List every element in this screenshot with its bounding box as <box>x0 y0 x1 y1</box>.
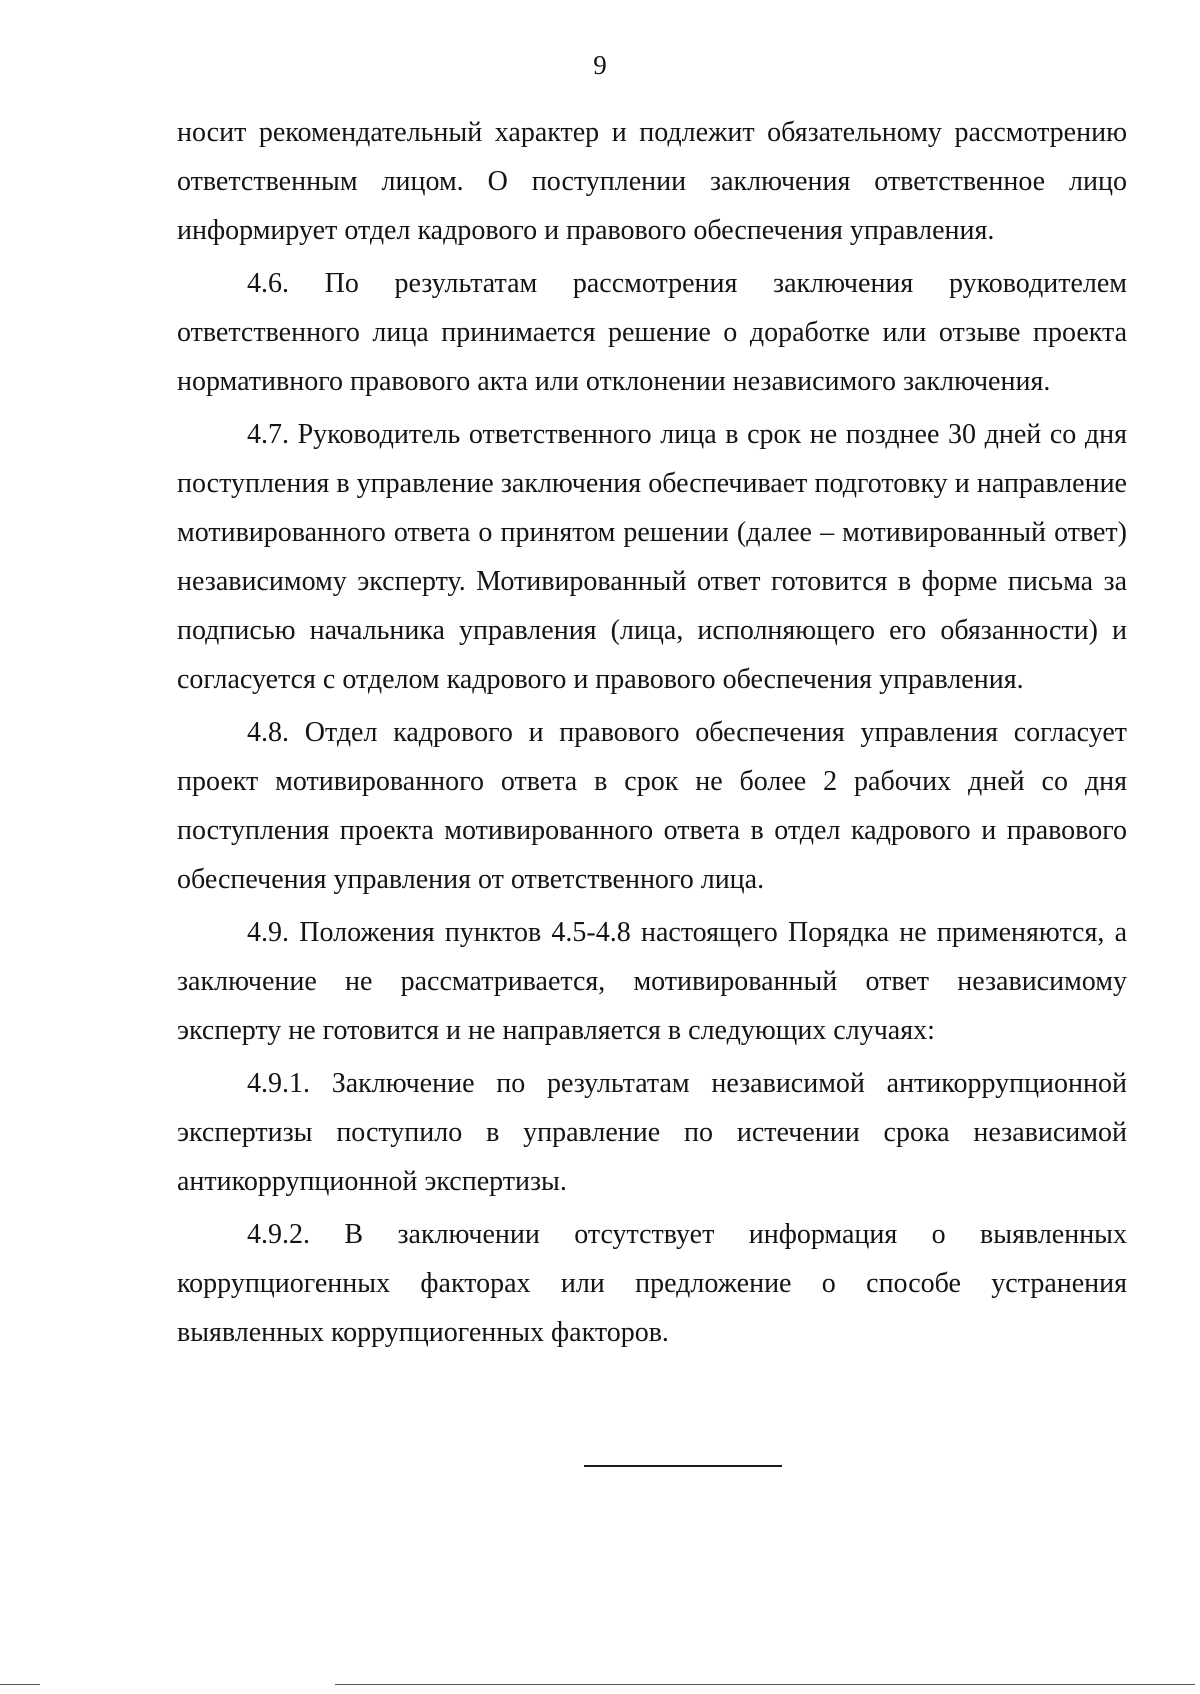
page-number: 9 <box>593 50 607 80</box>
document-body <box>177 108 1127 1361</box>
paragraph-4-8: 4.8. Отдел кадрового и правового обеспечения управления согласует проект мотивированного ответа в срок не более 2 рабочих дней со дня поступления проекта мотивированного ответа в отдел кадрового и правового обеспечения управления от ответственного лица. <box>177 717 1127 895</box>
paragraph-continuation: носит рекомендательный характер и подлежит обязательному рассмотрению ответственным лицом. О поступлении заключения ответственное лицо информирует отдел кадрового и правового обеспечения управления. <box>177 117 1127 246</box>
paragraph-4-9-2: 4.9.2. В заключении отсутствует информация о выявленных коррупциогенных факторах или предложение о способе устранения выявленных коррупциогенных факторов. <box>177 1219 1127 1348</box>
end-of-text-rule <box>584 1465 782 1467</box>
scan-edge-line-left <box>0 1684 40 1685</box>
paragraph-4-7: 4.7. Руководитель ответственного лица в срок не позднее 30 дней со дня поступления в управление заключения обеспечивает подготовку и направление мотивированного ответа о принятом решении (далее – мотивированный ответ) независимому эксперту. Мотивированный ответ готовится в форме письма за подписью начальника управления (лица, исполняющего его обязанности) и согласуется с отделом кадрового и правового обеспечения управления. <box>177 419 1127 695</box>
paragraph-4-6: 4.6. По результатам рассмотрения заключения руководителем ответственного лица принимается решение о доработке или отзыве проекта нормативного правового акта или отклонении независимого заключения. <box>177 268 1127 397</box>
paragraph-4-9: 4.9. Положения пунктов 4.5-4.8 настоящего Порядка не применяются, а заключение не рассматривается, мотивированный ответ независимому эксперту не готовится и не направляется в следующих случаях: <box>177 917 1127 1046</box>
paragraph-4-9-1: 4.9.1. Заключение по результатам независимой антикоррупционной экспертизы поступило в управление по истечении срока независимой антикоррупционной экспертизы. <box>177 1068 1127 1197</box>
scan-edge-line-right <box>335 1684 1195 1685</box>
